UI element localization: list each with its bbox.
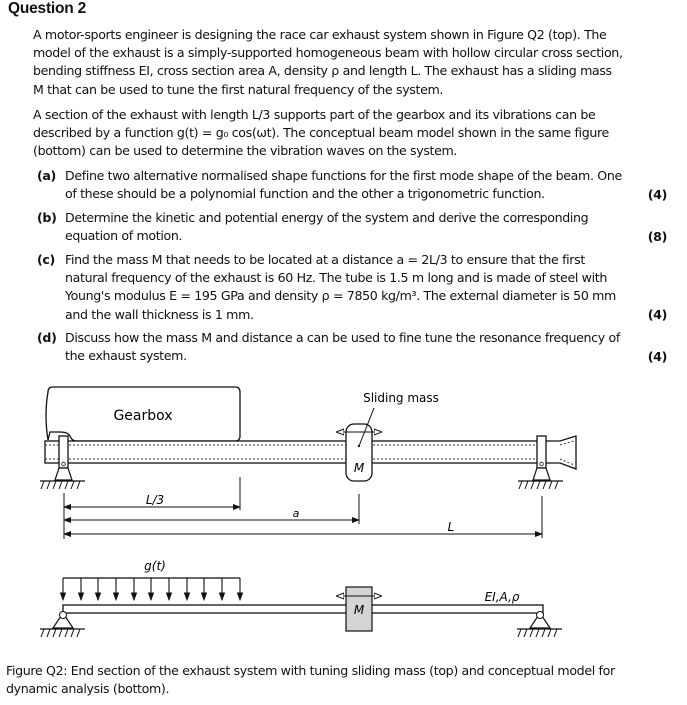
question-title: Question 2 [8, 0, 87, 17]
part-text: Discuss how the mass M and distance a can be used to fine tune the resonance frequency of the exhaust system. [65, 330, 620, 364]
part-label: (c) [37, 252, 55, 267]
part-c [37, 251, 677, 324]
part-b [37, 209, 677, 246]
beam [63, 605, 543, 613]
top-figure [40, 387, 576, 539]
dim-L-label: L [447, 520, 455, 534]
beam-props-label: EI,A,ρ [484, 590, 520, 604]
figure-q2 [0, 380, 687, 660]
part-marks: (4) [647, 306, 667, 322]
part-text: Determine the kinetic and potential energy of the system and derive the corresponding equation of motion. [65, 210, 589, 244]
gearbox-label: Gearbox [113, 408, 173, 424]
part-label: (b) [37, 210, 57, 225]
figure-caption: Figure Q2: End section of the exhaust system with tuning sliding mass (top) and conceptual model for dynamic analysis (bottom). [6, 663, 615, 697]
right-pin-support [517, 612, 562, 638]
left-pin-support [40, 612, 85, 638]
part-text: Find the mass M that needs to be located at a distance a = 2L/3 to ensure that the first natural frequency of the exhaust is 60 Hz. The tube is 1.5 m long and is made of steel with Young's modulus E = 195 GPa and density ρ = 7850 kg/m³. The external diameter is 50 mm and the wall thickness is 1 mm. [65, 252, 616, 322]
part-label: (a) [37, 168, 56, 183]
bottom-figure [40, 559, 562, 637]
dimension-lines [64, 477, 542, 539]
part-text: Define two alternative normalised shape functions for the first mode shape of the beam. One of these should be a polynomial function and the other a trigonometric function. [65, 168, 622, 202]
exhaust-tube [45, 441, 545, 463]
intro-paragraph-1: A motor-sports engineer is designing the race car exhaust system shown in Figure Q2 (top). The model of the exhaust is a simply-supported homogeneous beam with hollow circular cross section, bending stiffness EI, cross section area A, density ρ and length L. The exhaust has a sliding mass M that can be used to tune the first natural frequency of the system. [33, 27, 623, 97]
part-marks: (8) [647, 228, 667, 244]
sliding-mass-label: Sliding mass [363, 391, 439, 405]
part-marks: (4) [647, 348, 667, 364]
part-label: (d) [37, 330, 57, 345]
dim-L3-label: L/3 [145, 493, 165, 507]
intro-paragraph-2: A section of the exhaust with length L/3 supports part of the gearbox and its vibrations can be described by a function g(t) = g₀ cos(ωt). The conceptual beam model shown in the same figure (bottom) can be used to determine the vibration waves on the system. [33, 107, 609, 159]
mass-label: M [353, 461, 365, 475]
distributed-load [63, 578, 240, 600]
part-a [37, 167, 677, 204]
part-d [37, 329, 677, 366]
load-label: g(t) [144, 559, 166, 573]
mass-label: M [353, 603, 365, 617]
dim-a-label: a [292, 507, 300, 520]
part-marks: (4) [647, 186, 667, 202]
